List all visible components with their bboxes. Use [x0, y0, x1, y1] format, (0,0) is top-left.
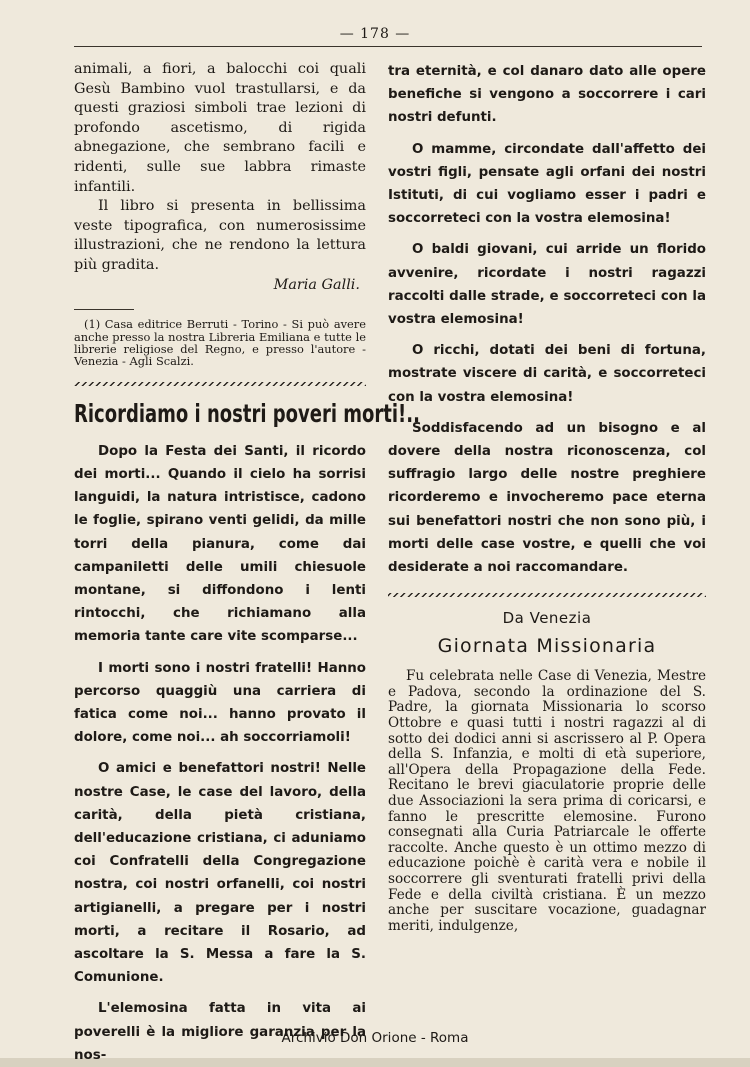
- footnote: (1) Casa editrice Berruti - Torino - Si può avere anche presso la nostra Libreria Emiliana e tutte le librerie religiose del Regno, e presso l'autore - Venezia - Agli Scalzi.: [74, 317, 366, 369]
- book-paragraph: Il libro si presenta in bellissima veste tipografica, con numerosissime illustrazioni, che ne rendono la lettura più gradita.: [74, 198, 366, 273]
- article-title: Ricordiamo i nostri poveri morti!..: [74, 398, 420, 428]
- article-body-right: [388, 60, 706, 579]
- article-paragraph: Dopo la Festa dei Santi, il ricordo dei morti... Quando il cielo ha sorrisi languidi, la natura intristisce, cadono le foglie, spirano venti gelidi, da mille torri della pianura, come dai campaniletti delle umili chiesuole montane, si diffondono i lenti rintocchi, che richiamano alla memoria tante care vite scomparse...: [74, 443, 366, 645]
- intro-paragraph: animali, a fiori, a balocchi coi quali Gesù Bambino vuol trastullarsi, e da questi graziosi simboli trae lezioni di profondo ascetismo, di rigida abnegazione, che sembrano facili e ridenti, sulle sue labbra rimaste infantili.: [74, 61, 366, 195]
- article-paragraph: O ricchi, dotati dei beni di fortuna, mostrate viscere di carità, e soccorreteci con la vostra elemosina!: [388, 343, 706, 405]
- article-paragraph: tra eternità, e col danaro dato alle opere benefiche si vengono a soccorrere i cari nostri defunti.: [388, 64, 706, 126]
- article-paragraph: O baldi giovani, cui arride un florido avvenire, ricordate i nostri ragazzi raccolti dalle strade, e soccorreteci con la vostra elemosina!: [388, 242, 706, 328]
- signature: Maria Galli.: [273, 276, 360, 293]
- section-body: Fu celebrata nelle Case di Venezia, Mestre e Padova, secondo la ordinazione del S. Padre, la giornata Missionaria lo scorso Ottobre e quasi tutti i nostri ragazzi al di sotto dei dodici anni si ascrissero al P. Opera della S. Infanzia, e molti di età superiore, all'Opera della Propagazione della Fede. Recitano le brevi giaculatorie proprie delle due Associazioni la sera prima di coricarsi, e fanno le prescritte elemosine. Furono consegnati alla Curia Patriarcale le offerte raccolte. Anche questo è un ottimo mezzo di educazione poichè è carità vera e nobile il soccorrere gli sventurati fratelli privi della Fede e della civiltà cristiana. È un mezzo anche per suscitare vocazione, guadagnar meriti, indulgenze,: [388, 668, 706, 934]
- section-title: Giornata Missionaria: [437, 635, 657, 658]
- decorative-divider: [74, 382, 366, 386]
- archive-footer: Archivio Don Orione - Roma: [281, 1030, 469, 1046]
- section-heading: Da Venezia: [502, 609, 592, 628]
- article-body-left: [74, 440, 366, 1067]
- article-paragraph: L'elemosina fatta in vita ai poverelli è la migliore garanzia per la nos-: [74, 1001, 366, 1063]
- right-column: [388, 60, 706, 934]
- article-paragraph: Soddisfacendo ad un bisogno e al dovere della nostra riconoscenza, col suffragio largo delle nostre preghiere ricorderemo e invocheremo pace eterna sui benefattori nostri che non sono più, i morti delle case vostre, e quelli che voi desiderate a noi raccomandare.: [388, 420, 706, 576]
- signature-row: [74, 276, 366, 296]
- header-rule: [74, 46, 702, 47]
- article-paragraph: I morti sono i nostri fratelli! Hanno percorso quaggiù una carriera di fatica come noi... hanno provato il dolore, come noi... ah soccorriamoli!: [74, 660, 366, 746]
- article-paragraph: O mamme, circondate dall'affetto dei vostri figli, pensate agli orfani dei nostri Istituti, di cui vogliamo esser i padri e soccorreteci con la vostra elemosina!: [388, 141, 706, 227]
- decorative-divider: [388, 593, 706, 597]
- footnote-rule: [74, 309, 134, 310]
- article-paragraph: O amici e benefattori nostri! Nelle nostre Case, le case del lavoro, della carità, della pietà cristiana, dell'educazione cristiana, ci aduniamo coi Confratelli della Congregazione nostra, coi nostri orfanelli, coi nostri artigianelli, a pregare per i nostri morti, a recitare il Rosario, ad ascoltare la S. Messa a fare la S. Comunione.: [74, 761, 366, 986]
- page-number: — 178 —: [339, 26, 411, 42]
